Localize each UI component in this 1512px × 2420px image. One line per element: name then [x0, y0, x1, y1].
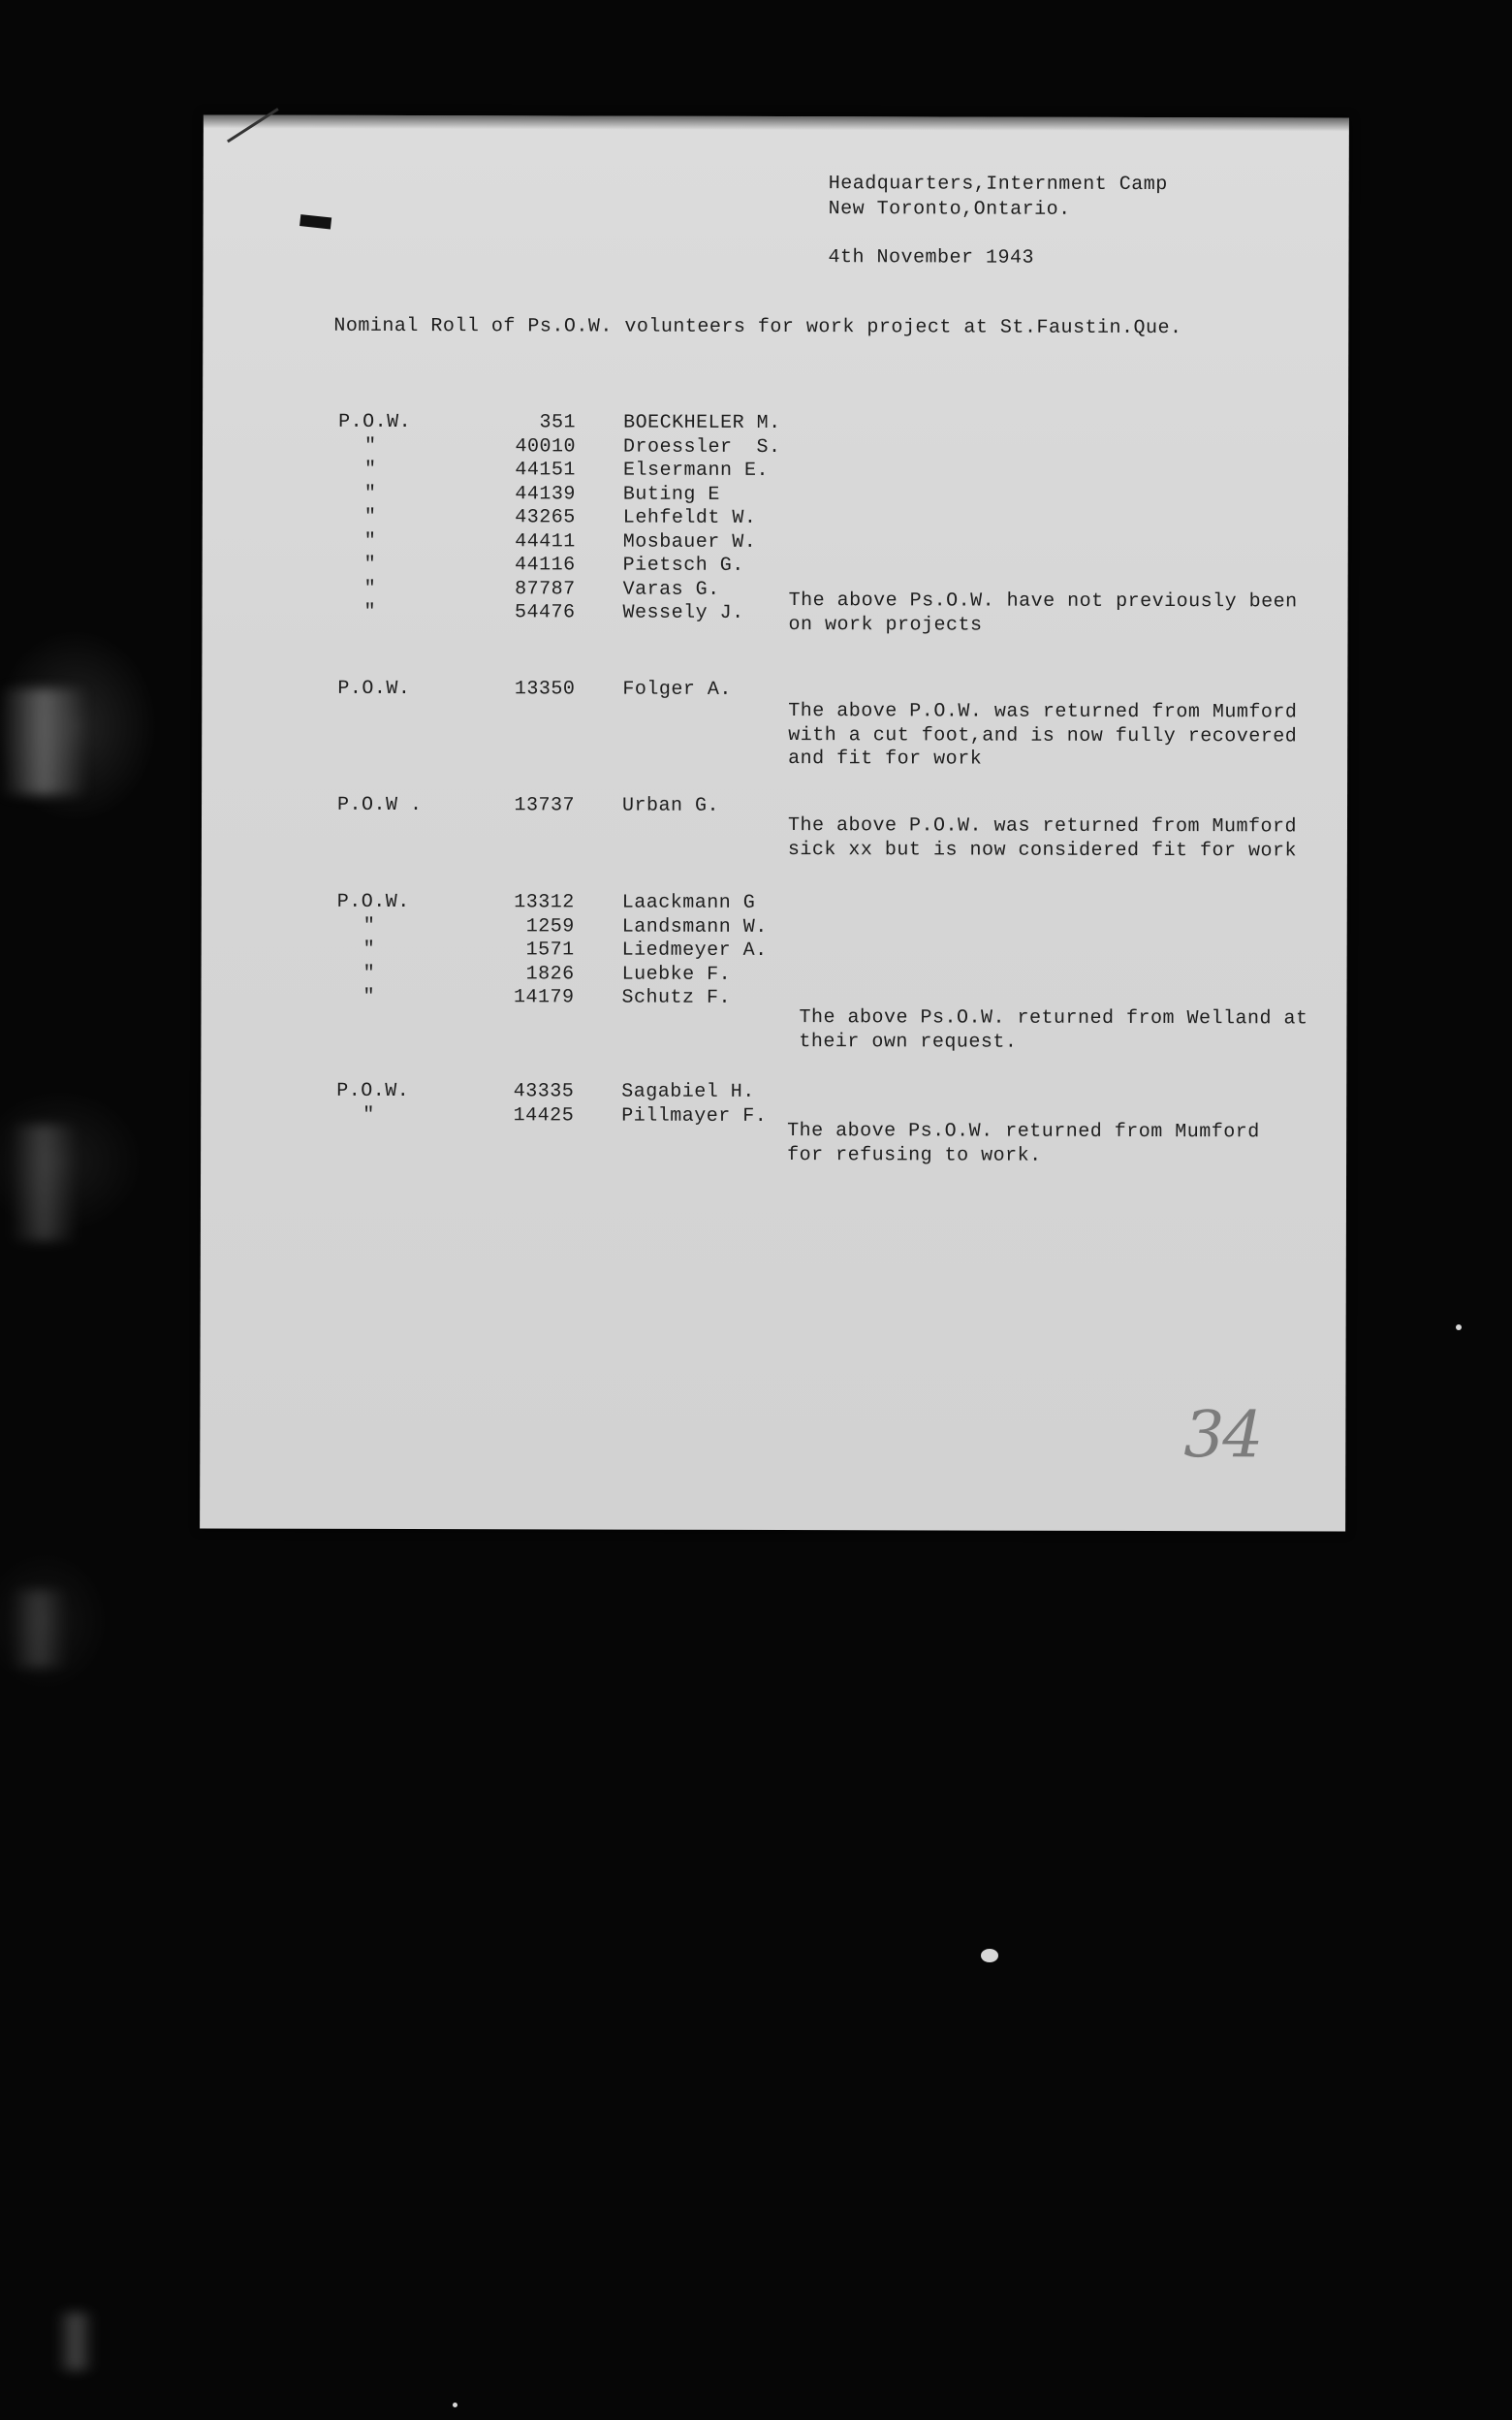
document-page	[200, 114, 1349, 1531]
pow-name: Buting E	[622, 483, 720, 506]
pow-name: Pillmayer F.	[621, 1104, 768, 1128]
pow-number: 44116	[515, 554, 576, 577]
pow-name: Folger A.	[622, 678, 732, 701]
roll-prefix: P.O.W.	[336, 1079, 410, 1103]
film-edge-artifact	[10, 1590, 68, 1668]
film-speck	[1456, 1324, 1462, 1330]
group-note-line: sick xx but is now considered fit for work	[787, 838, 1298, 862]
pow-number: 13737	[514, 794, 576, 817]
ink-mark	[299, 214, 331, 229]
roll-prefix: P.O.W .	[337, 793, 423, 817]
document-date: 4th November 1943	[828, 246, 1035, 270]
header-line-2: New Toronto,Ontario.	[828, 198, 1071, 221]
pow-number: 13350	[514, 678, 576, 701]
roll-prefix: "	[363, 458, 377, 481]
roll-prefix: "	[363, 600, 377, 623]
pow-number: 54476	[515, 601, 576, 624]
pow-number: 1571	[525, 939, 575, 962]
group-note-line: The above P.O.W. was returned from Mumford	[787, 814, 1298, 839]
film-edge-artifact	[10, 1125, 78, 1241]
film-edge-artifact	[56, 2312, 95, 2371]
film-speck	[453, 2403, 457, 2407]
pow-name: Landsmann W.	[621, 915, 768, 939]
pow-name: Schutz F.	[621, 986, 732, 1009]
group-note-line: with a cut foot,and is now fully recovered	[788, 723, 1298, 748]
pow-name: Luebke F.	[621, 963, 732, 986]
pow-number: 1259	[525, 914, 575, 938]
group-note-line: The above Ps.O.W. have not previously been	[788, 589, 1298, 614]
film-speck	[981, 1949, 998, 1962]
group-note-line: on work projects	[788, 613, 983, 637]
roll-prefix: P.O.W.	[338, 410, 412, 434]
roll-prefix: "	[363, 505, 377, 528]
pow-name: Sagabiel H.	[621, 1080, 755, 1103]
roll-prefix: "	[362, 962, 376, 985]
group-note-line: The above Ps.O.W. returned from Mumford	[787, 1120, 1260, 1144]
group-note-line: for refusing to work.	[787, 1143, 1042, 1167]
roll-prefix: P.O.W.	[337, 677, 411, 701]
pow-number: 43265	[515, 506, 576, 529]
roll-prefix: "	[362, 1103, 375, 1127]
pow-name: Droessler S.	[622, 435, 781, 459]
group-note-line: and fit for work	[788, 748, 983, 771]
handwritten-page-number: 34	[1183, 1397, 1262, 1473]
roll-prefix: "	[362, 914, 376, 938]
pow-name: Varas G.	[622, 578, 720, 601]
group-note-line: their own request.	[799, 1030, 1018, 1054]
pow-name: Lehfeldt W.	[622, 506, 757, 529]
pow-number: 14425	[513, 1103, 575, 1127]
roll-prefix: "	[363, 434, 377, 458]
film-edge-artifact	[0, 688, 87, 795]
pow-number: 44151	[515, 459, 576, 482]
pow-name: Pietsch G.	[622, 554, 744, 577]
roll-prefix: "	[362, 985, 376, 1008]
pow-number: 44411	[515, 529, 576, 553]
roll-prefix: "	[363, 577, 377, 600]
header-line-1: Headquarters,Internment Camp	[828, 173, 1168, 197]
pow-number: 14179	[513, 986, 575, 1009]
pow-number: 87787	[515, 577, 576, 600]
pow-name: Mosbauer W.	[622, 530, 757, 554]
pow-name: Laackmann G	[621, 891, 756, 914]
roll-prefix: "	[363, 553, 377, 576]
pow-number: 40010	[515, 434, 577, 458]
pow-number: 44139	[515, 482, 576, 505]
group-note-line: The above Ps.O.W. returned from Welland at	[799, 1006, 1308, 1031]
pow-number: 351	[539, 411, 577, 434]
roll-prefix: "	[362, 938, 376, 961]
pow-number: 1826	[525, 962, 575, 985]
pow-name: Urban G.	[622, 794, 720, 817]
pow-name: BOECKHELER M.	[623, 411, 781, 435]
group-note-line: The above P.O.W. was returned from Mumford	[788, 700, 1298, 724]
roll-prefix: "	[363, 529, 377, 553]
pow-name: Elsermann E.	[622, 459, 770, 482]
document-title: Nominal Roll of Ps.O.W. volunteers for work project at St.Faustin.Que.	[333, 314, 1182, 340]
roll-prefix: "	[363, 482, 377, 505]
roll-prefix: P.O.W.	[336, 890, 410, 914]
pow-name: Liedmeyer A.	[621, 939, 768, 962]
pow-number: 43335	[513, 1080, 575, 1103]
pow-name: Wessely J.	[622, 601, 744, 624]
pow-number: 13312	[514, 891, 575, 914]
